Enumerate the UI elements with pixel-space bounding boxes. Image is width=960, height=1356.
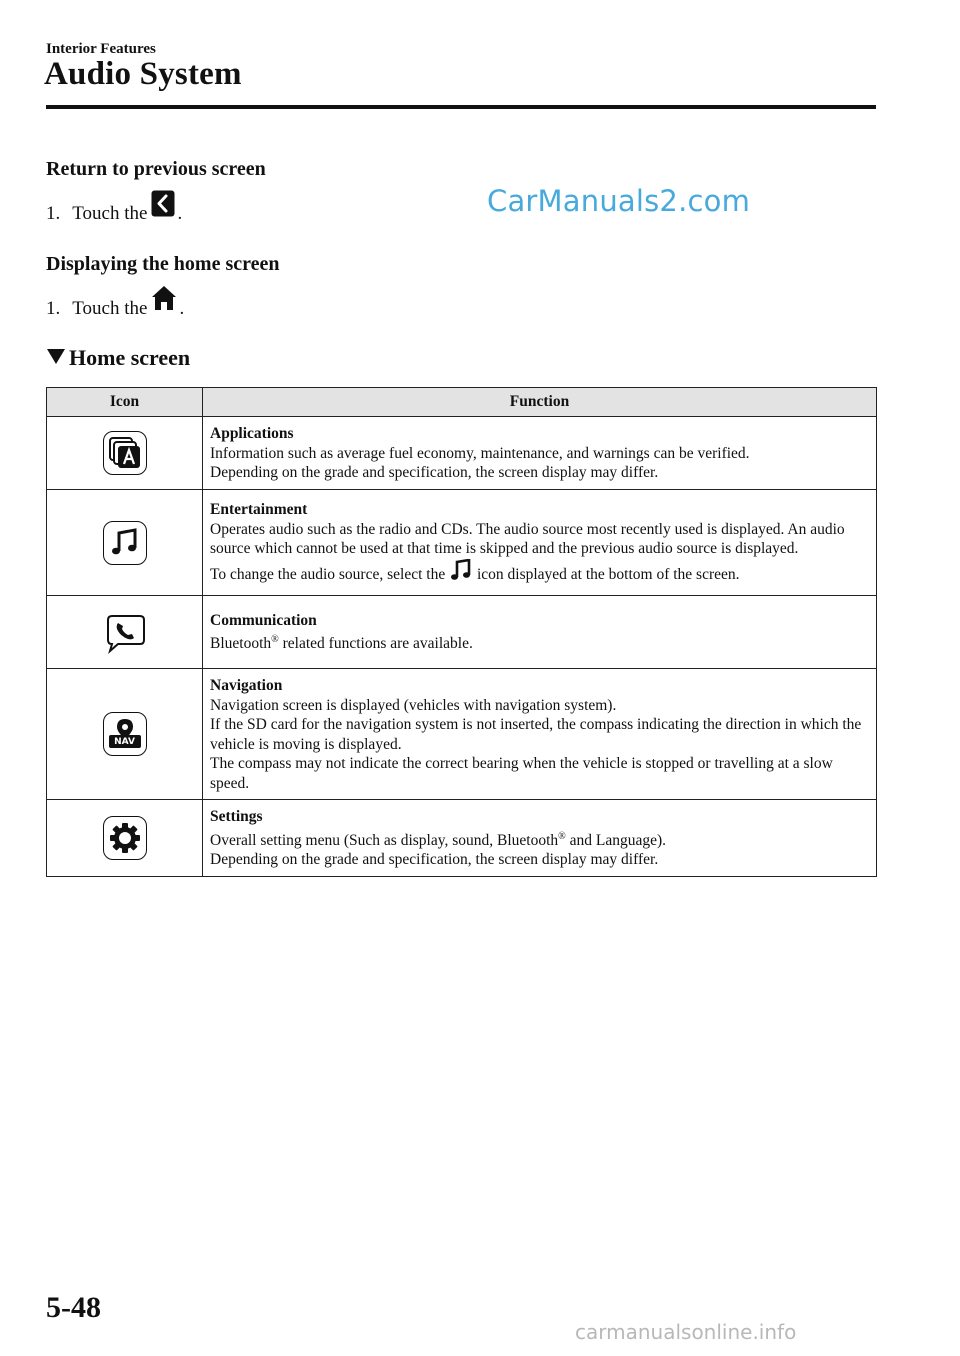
table-row: [47, 800, 877, 877]
home-screen-heading: [46, 345, 190, 371]
row-text-part: related functions are available.: [278, 635, 473, 653]
row-text: Operates audio such as the radio and CDs. The audio source most recently used is displayed. An audio source which cannot be used at that time is skipped and the previous audio source is displayed.: [210, 520, 845, 557]
entertainment-icon: [103, 521, 147, 565]
step-number: 1.: [46, 298, 61, 319]
return-step: [46, 190, 182, 225]
row-text-part: and Language).: [565, 831, 667, 849]
row-note: [210, 559, 870, 587]
row-note-before: To change the audio source, select the: [210, 565, 446, 583]
step-end: .: [177, 203, 183, 224]
footer-watermark: carmanualsonline.info: [575, 1320, 797, 1344]
navigation-icon: [103, 712, 147, 756]
table-row: [47, 417, 877, 490]
header-divider: [46, 105, 876, 109]
row-title: Applications: [210, 425, 294, 443]
registered-mark: ®: [558, 830, 566, 842]
table-header-row: [47, 388, 877, 417]
row-title: Settings: [210, 808, 263, 825]
row-text: [210, 827, 870, 851]
row-title: Entertainment: [210, 501, 308, 518]
music-note-icon: [449, 559, 473, 587]
home-screen-heading-text: Home screen: [69, 345, 191, 370]
chevron-left-icon: [151, 190, 175, 223]
step-end: .: [179, 298, 185, 319]
row-text: Depending on the grade and specification, the screen display may differ.: [210, 464, 659, 482]
row-text: The compass may not indicate the correct bearing when the vehicle is stopped or travelling at a slow speed.: [210, 755, 833, 792]
watermark: CarManuals2.com: [487, 184, 751, 218]
function-cell: [203, 417, 877, 490]
icon-cell: [47, 800, 203, 877]
row-text: If the SD card for the navigation system is not inserted, the compass indicating the direction in which the vehicle is moving is displayed.: [210, 716, 862, 753]
icon-cell: [47, 490, 203, 596]
row-title: Communication: [210, 611, 317, 629]
nav-label: NAV: [114, 737, 135, 747]
row-text-part: Overall setting menu (Such as display, sound, Bluetooth: [210, 831, 559, 849]
row-text-part: Bluetooth: [210, 635, 272, 653]
column-header-icon: Icon: [47, 388, 203, 417]
row-title: Navigation: [210, 677, 283, 694]
triangle-down-icon: [46, 345, 66, 371]
row-text: Navigation screen is displayed (vehicles with navigation system).: [210, 696, 617, 714]
step-number: 1.: [46, 203, 61, 224]
communication-icon: [104, 611, 146, 653]
row-note-after: icon displayed at the bottom of the screen.: [476, 565, 740, 583]
column-header-function: Function: [203, 388, 877, 417]
registered-mark: ®: [271, 634, 279, 646]
section-label: Interior Features: [46, 41, 156, 57]
icon-cell: [47, 596, 203, 669]
icon-cell: [47, 669, 203, 800]
table-row: [47, 669, 877, 800]
table-row: [47, 596, 877, 669]
table-row: [47, 490, 877, 596]
home-icon: [151, 285, 177, 318]
home-display-heading: Displaying the home screen: [46, 253, 280, 275]
settings-icon: [103, 816, 147, 860]
home-screen-table: [46, 387, 877, 877]
row-text: [210, 630, 870, 654]
home-step: [46, 285, 184, 320]
function-cell: [203, 800, 877, 877]
step-text: Touch the: [72, 203, 148, 224]
row-text: Depending on the grade and specification, the screen display may differ.: [210, 851, 659, 869]
page-number: 5-48: [46, 1291, 101, 1324]
step-text: Touch the: [72, 298, 148, 319]
function-cell: [203, 669, 877, 800]
page-title: Audio System: [44, 56, 242, 92]
row-text: Information such as average fuel economy, maintenance, and warnings can be verified.: [210, 444, 750, 462]
icon-cell: [47, 417, 203, 490]
function-cell: [203, 596, 877, 669]
function-cell: [203, 490, 877, 596]
return-heading: Return to previous screen: [46, 158, 266, 180]
applications-icon: [103, 431, 147, 475]
